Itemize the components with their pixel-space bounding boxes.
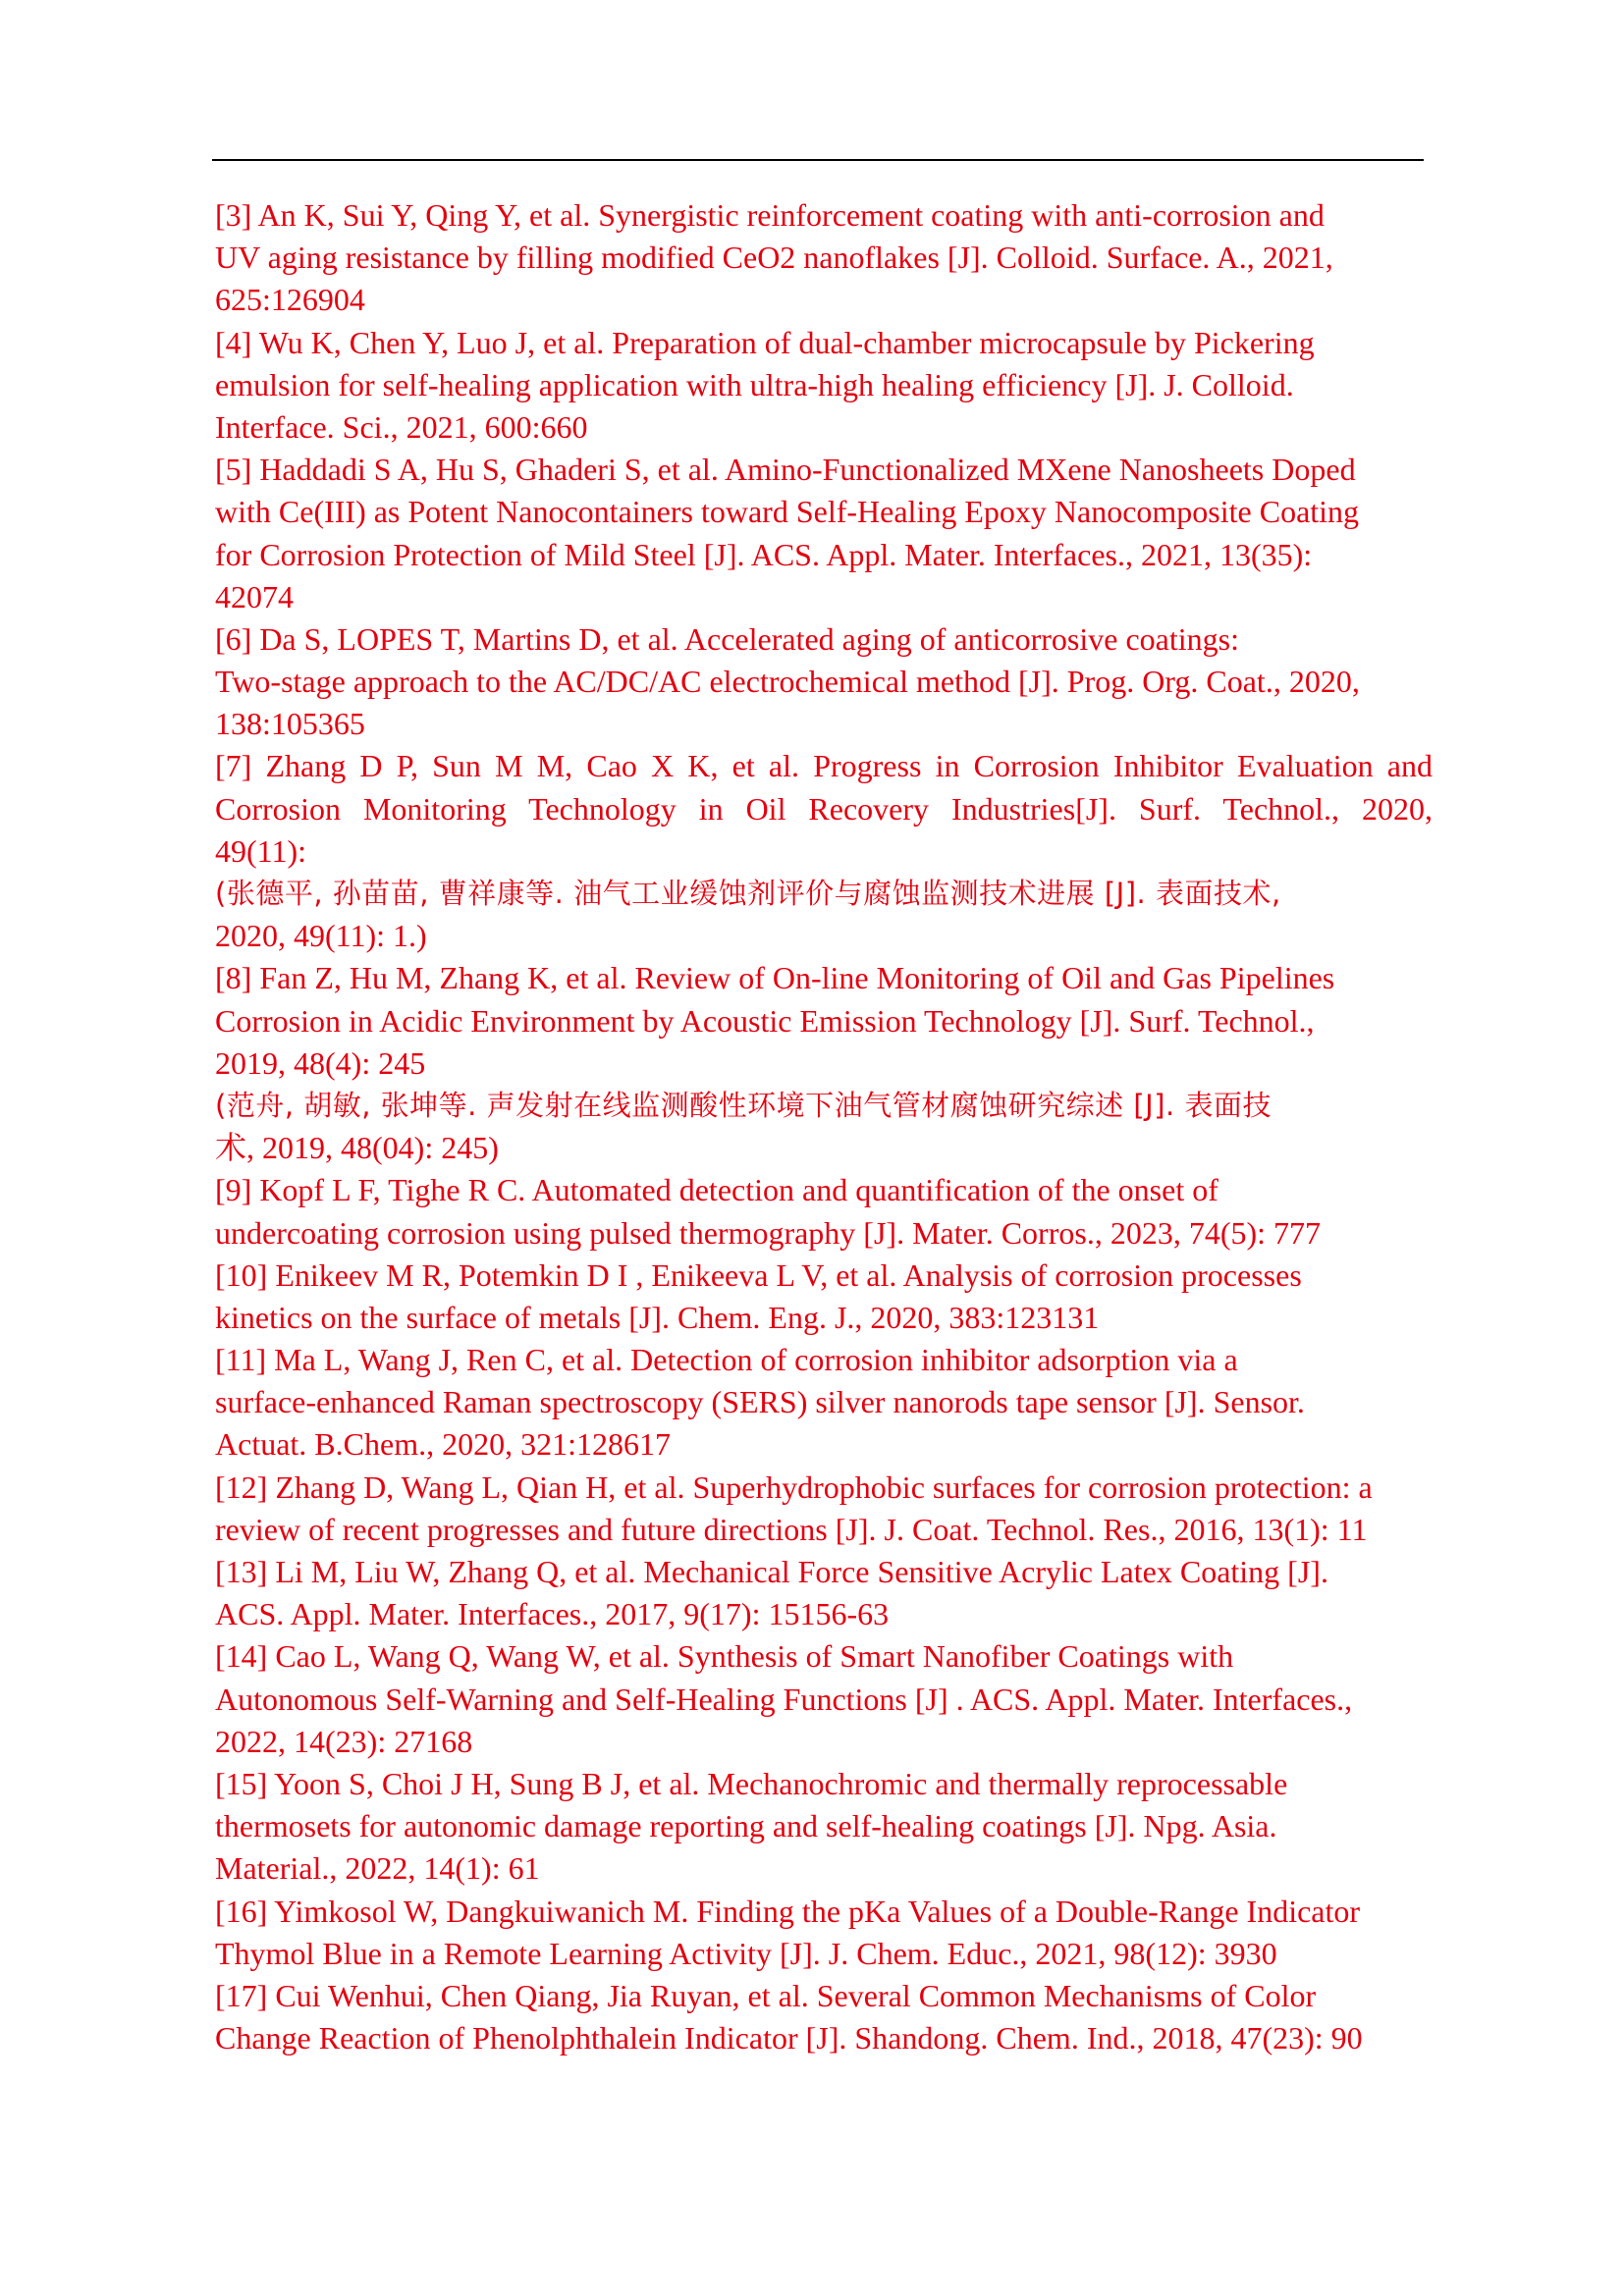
reference-line: thermosets for autonomic damage reporting and self-healing coatings [J]. Npg. Asia. [215, 1808, 1277, 1844]
reference-line: [11] Ma L, Wang J, Ren C, et al. Detection of corrosion inhibitor adsorption via a [215, 1342, 1238, 1378]
reference-line: for Corrosion Protection of Mild Steel [J]. ACS. Appl. Mater. Interfaces., 2021, 13(35): [215, 536, 1313, 572]
reference-line: ACS. Appl. Mater. Interfaces., 2017, 9(17): 15156-63 [215, 1596, 890, 1632]
reference-line: Corrosion in Acidic Environment by Acoustic Emission Technology [J]. Surf. Technol., [215, 1002, 1315, 1039]
reference-12 [215, 1467, 1433, 1551]
reference-line: undercoating corrosion using pulsed thermography [J]. Mater. Corros., 2023, 74(5): 777 [215, 1214, 1322, 1251]
reference-line: Change Reaction of Phenolphthalein Indicator [J]. Shandong. Chem. Ind., 2018, 47(23): 90 [215, 2020, 1363, 2056]
reference-17 [215, 1975, 1433, 2059]
reference-list [215, 194, 1433, 2059]
header-rule [212, 159, 1424, 161]
reference-line: 42074 [215, 578, 294, 614]
reference-line-chinese: (范舟, 胡敏, 张坤等. 声发射在线监测酸性环境下油气管材腐蚀研究综述 [J]. 表面技 [215, 1088, 1272, 1122]
reference-line: [15] Yoon S, Choi J H, Sung B J, et al. Mechanochromic and thermally reprocessable [215, 1765, 1288, 1801]
reference-line: surface-enhanced Raman spectroscopy (SERS) silver nanorods tape sensor [J]. Sensor. [215, 1384, 1305, 1420]
reference-3 [215, 194, 1433, 322]
reference-10 [215, 1255, 1433, 1339]
reference-line: emulsion for self-healing application with ultra-high healing efficiency [J]. J. Colloid. [215, 366, 1294, 402]
reference-line: [12] Zhang D, Wang L, Qian H, et al. Superhydrophobic surfaces for corrosion protection: a [215, 1468, 1373, 1505]
reference-line: Two-stage approach to the AC/DC/AC electrochemical method [J]. Prog. Org. Coat., 2020, [215, 664, 1360, 700]
reference-11 [215, 1339, 1433, 1467]
reference-line: 2019, 48(4): 245 [215, 1044, 426, 1081]
reference-line: kinetics on the surface of metals [J]. Chem. Eng. J., 2020, 383:123131 [215, 1299, 1100, 1335]
reference-5 [215, 449, 1433, 618]
reference-line: review of recent progresses and future directions [J]. J. Coat. Technol. Res., 2016, 13(1): 11 [215, 1511, 1368, 1547]
reference-line: Corrosion Monitoring Technology in Oil Recovery Industries[J]. Surf. Technol., 2020, [215, 790, 1433, 827]
reference-line: Interface. Sci., 2021, 600:660 [215, 408, 588, 445]
reference-line: [4] Wu K, Chen Y, Luo J, et al. Preparation of dual-chamber microcapsule by Pickering [215, 324, 1315, 360]
reference-8 [215, 957, 1433, 1169]
reference-line: [7] Zhang D P, Sun M M, Cao X K, et al. Progress in Corrosion Inhibitor Evaluation and [215, 748, 1433, 784]
reference-13 [215, 1551, 1433, 1635]
reference-line: 138:105365 [215, 706, 365, 742]
reference-9 [215, 1169, 1433, 1254]
reference-line: [10] Enikeev M R, Potemkin D I , Enikeeva L V, et al. Analysis of corrosion processes [215, 1256, 1302, 1293]
reference-line: [17] Cui Wenhui, Chen Qiang, Jia Ruyan, et al. Several Common Mechanisms of Color [215, 1977, 1317, 2013]
reference-6 [215, 618, 1433, 746]
reference-line: 2022, 14(23): 27168 [215, 1723, 473, 1759]
reference-line: [14] Cao L, Wang Q, Wang W, et al. Synthesis of Smart Nanofiber Coatings with [215, 1638, 1234, 1675]
reference-line: [16] Yimkosol W, Dangkuiwanich M. Finding the pKa Values of a Double-Range Indicator [215, 1893, 1361, 1929]
reference-line: [5] Haddadi S A, Hu S, Ghaderi S, et al. Amino-Functionalized MXene Nanosheets Doped [215, 452, 1356, 488]
reference-line: [9] Kopf L F, Tighe R C. Automated detection and quantification of the onset of [215, 1172, 1218, 1208]
reference-line: [8] Fan Z, Hu M, Zhang K, et al. Review of On-line Monitoring of Oil and Gas Pipelines [215, 960, 1335, 996]
reference-15 [215, 1763, 1433, 1891]
reference-line: Actuat. B.Chem., 2020, 321:128617 [215, 1426, 671, 1463]
reference-16 [215, 1891, 1433, 1975]
reference-line: UV aging resistance by filling modified CeO2 nanoflakes [J]. Colloid. Surface. A., 2021, [215, 240, 1333, 276]
reference-line: 49(11): [215, 832, 307, 869]
reference-line: 2020, 49(11): 1.) [215, 918, 427, 954]
reference-line: [3] An K, Sui Y, Qing Y, et al. Synergistic reinforcement coating with anti-corrosion and [215, 197, 1325, 233]
reference-line: Autonomous Self-Warning and Self-Healing Functions [J] . ACS. Appl. Mater. Interfaces., [215, 1681, 1353, 1717]
reference-line-chinese: (张德平, 孙苗苗, 曹祥康等. 油气工业缓蚀剂评价与腐蚀监测技术进展 [J]. 表面技术, [215, 877, 1281, 910]
reference-line: with Ce(III) as Potent Nanocontainers toward Self-Healing Epoxy Nanocomposite Coating [215, 494, 1360, 530]
reference-line: [13] Li M, Liu W, Zhang Q, et al. Mechanical Force Sensitive Acrylic Latex Coating [J]. [215, 1554, 1328, 1589]
reference-4 [215, 322, 1433, 450]
reference-line: 625:126904 [215, 282, 365, 318]
reference-line: 术, 2019, 48(04): 245) [215, 1130, 499, 1166]
reference-7 [215, 745, 1433, 957]
reference-line: Material., 2022, 14(1): 61 [215, 1850, 540, 1887]
reference-14 [215, 1635, 1433, 1763]
reference-line: [6] Da S, LOPES T, Martins D, et al. Accelerated aging of anticorrosive coatings: [215, 620, 1239, 657]
reference-line: Thymol Blue in a Remote Learning Activity [J]. J. Chem. Educ., 2021, 98(12): 3930 [215, 1935, 1277, 1971]
